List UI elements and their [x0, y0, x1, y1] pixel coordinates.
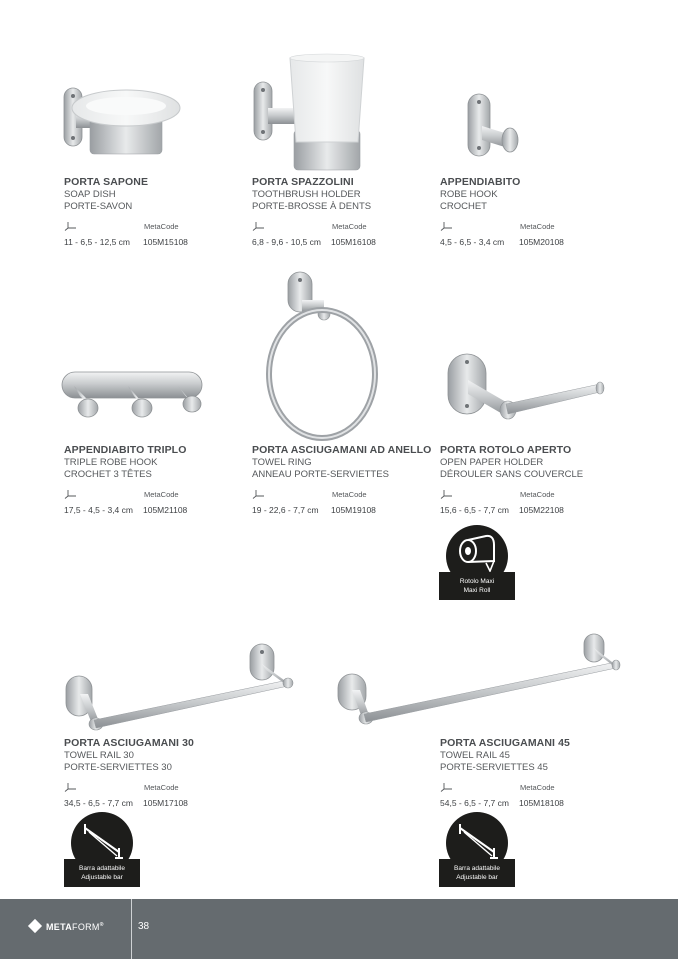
metacode-label: MetaCode	[144, 222, 179, 231]
dimensions-icon	[64, 221, 78, 231]
product-name-fr: PORTE-BROSSE À DENTS	[252, 201, 372, 212]
product-name-fr: DÉROULER SANS COUVERCLE	[440, 469, 584, 480]
product-title: PORTA ASCIUGAMANI 30	[64, 737, 194, 749]
product-name-en: TOOTHBRUSH HOLDER	[252, 189, 361, 200]
towel-rail-45-image	[334, 632, 624, 728]
product-code: 105M21108	[143, 505, 188, 515]
product-code: 105M20108	[519, 237, 564, 247]
trademark-symbol: ®	[99, 922, 104, 928]
triple-robe-hook-image	[58, 366, 208, 422]
adjustable-bar-icon	[446, 812, 508, 866]
dimensions-icon	[64, 782, 78, 792]
product-dimensions: 34,5 - 6,5 - 7,7 cm	[64, 798, 133, 808]
product-dimensions: 11 - 6,5 - 12,5 cm	[64, 237, 130, 247]
dimensions-icon	[440, 489, 454, 499]
metacode-label: MetaCode	[144, 783, 179, 792]
product-title: APPENDIABITO	[440, 176, 521, 188]
product-name-fr: ANNEAU PORTE-SERVIETTES	[252, 469, 389, 480]
page-number: 38	[138, 921, 150, 932]
brand-logo	[30, 921, 104, 932]
metacode-label: MetaCode	[520, 222, 555, 231]
product-name-fr: PORTE-SAVON	[64, 201, 133, 212]
product-title: PORTA ASCIUGAMANI 45	[440, 737, 570, 749]
metacode-label: MetaCode	[520, 490, 555, 499]
product-code: 105M17108	[143, 798, 188, 808]
maxi-roll-badge	[439, 525, 515, 603]
product-title: PORTA SAPONE	[64, 176, 149, 188]
metacode-label: MetaCode	[520, 783, 555, 792]
product-code: 105M22108	[519, 505, 564, 515]
soap-dish-image	[60, 82, 190, 162]
product-name-en: TOWEL RAIL 45	[440, 750, 510, 761]
product-title: APPENDIABITO TRIPLO	[64, 444, 187, 456]
product-title: PORTA ASCIUGAMANI AD ANELLO	[252, 444, 432, 456]
robe-hook-image	[464, 92, 524, 162]
badge-line1: Barra adattabile	[454, 865, 500, 872]
product-name-en: TRIPLE ROBE HOOK	[64, 457, 158, 468]
product-dimensions: 4,5 - 6,5 - 3,4 cm	[440, 237, 505, 247]
dimensions-icon	[440, 221, 454, 231]
product-dimensions: 54,5 - 6,5 - 7,7 cm	[440, 798, 509, 808]
dimensions-icon	[440, 782, 454, 792]
adjustable-bar-badge	[64, 812, 140, 892]
adjustable-bar-icon	[71, 812, 133, 866]
metacode-label: MetaCode	[144, 490, 179, 499]
product-title: PORTA ROTOLO APERTO	[440, 444, 572, 456]
brand-name-bold: META	[46, 922, 73, 932]
product-dimensions: 19 - 22,6 - 7,7 cm	[252, 505, 319, 515]
toothbrush-holder-image	[250, 52, 370, 172]
paper-holder-image	[444, 350, 610, 422]
brand-diamond-icon	[28, 919, 42, 933]
dimensions-icon	[64, 489, 78, 499]
badge-line1: Rotolo Maxi	[459, 578, 495, 585]
product-name-fr: CROCHET 3 TÊTES	[64, 469, 152, 480]
footer-divider	[131, 899, 132, 959]
product-code: 105M18108	[519, 798, 564, 808]
product-code: 105M19108	[331, 505, 376, 515]
product-name-en: TOWEL RAIL 30	[64, 750, 134, 761]
towel-rail-30-image	[62, 640, 296, 734]
product-name-en: TOWEL RING	[252, 457, 312, 468]
badge-line2: Maxi Roll	[463, 587, 491, 594]
badge-line1: Barra adattabile	[79, 865, 125, 872]
product-title: PORTA SPAZZOLINI	[252, 176, 354, 188]
product-dimensions: 6,8 - 9,6 - 10,5 cm	[252, 237, 321, 247]
product-name-en: ROBE HOOK	[440, 189, 498, 200]
product-name-fr: PORTE-SERVIETTES 30	[64, 762, 172, 773]
product-dimensions: 17,5 - 4,5 - 3,4 cm	[64, 505, 133, 515]
badge-line2: Adjustable bar	[81, 874, 123, 881]
towel-ring-image	[262, 270, 382, 442]
dimensions-icon	[252, 221, 266, 231]
product-code: 105M16108	[331, 237, 376, 247]
product-name-en: SOAP DISH	[64, 189, 116, 200]
page-footer	[0, 899, 678, 959]
product-dimensions: 15,6 - 6,5 - 7,7 cm	[440, 505, 509, 515]
product-name-fr: PORTE-SERVIETTES 45	[440, 762, 548, 773]
brand-name-light: FORM	[72, 922, 100, 932]
metacode-label: MetaCode	[332, 490, 367, 499]
product-name-en: OPEN PAPER HOLDER	[440, 457, 544, 468]
dimensions-icon	[252, 489, 266, 499]
metacode-label: MetaCode	[332, 222, 367, 231]
toilet-roll-icon	[446, 525, 508, 575]
product-name-fr: CROCHET	[440, 201, 487, 212]
product-code: 105M15108	[143, 237, 188, 247]
adjustable-bar-badge	[439, 812, 515, 892]
badge-line2: Adjustable bar	[456, 874, 498, 881]
